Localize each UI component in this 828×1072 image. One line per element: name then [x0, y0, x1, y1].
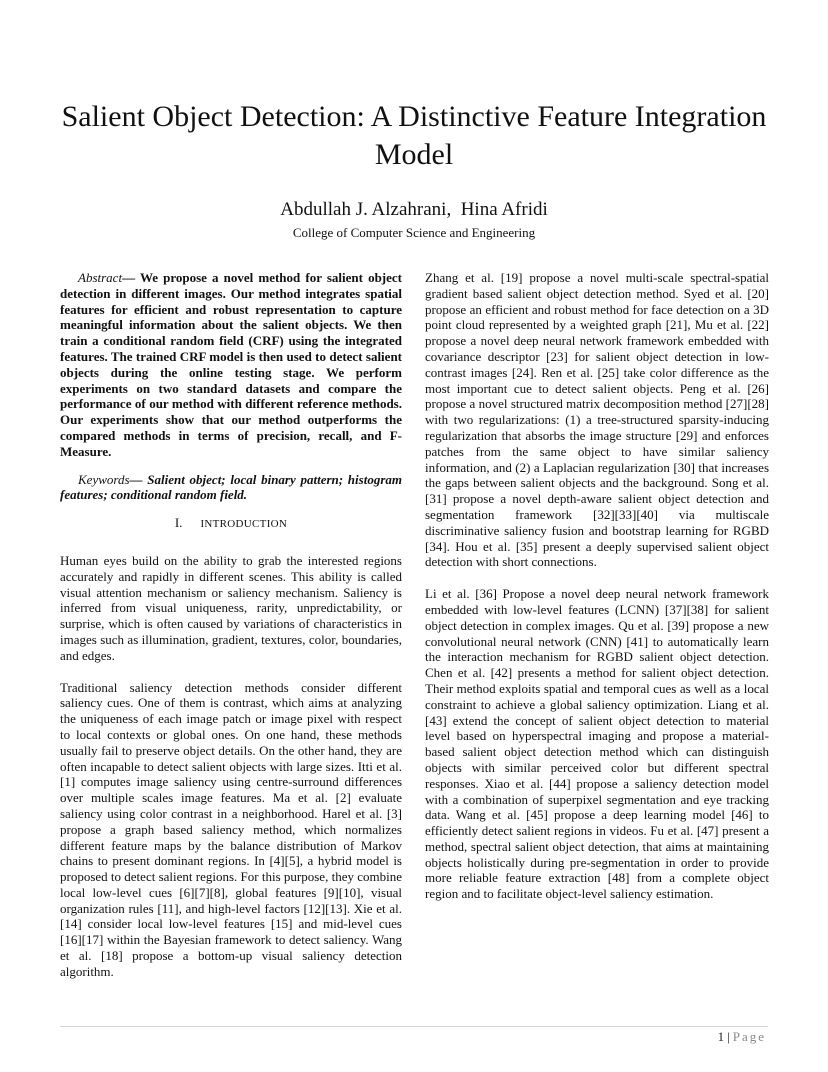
intro-paragraph-2: Traditional saliency detection methods consider different saliency cues. One of them is contrast, which aims at analyzing the uniqueness of each image patch or image pixel with respect to local contexts or global ones. On one hand, these methods usually fail to preserve object details. On the other hand, they are often incapable to detect salient objects with large sizes. Itti et al. [1] computes image saliency using centre-surround differences over multiple scales image features. Ma et al. [2] evaluate saliency using color contrast in a neighborhood. Harel et al. [3] propose a graph based saliency method, which normalizes different feature maps by the balance distribution of Markov chains to present dominant regions. In [4][5], a hybrid model is proposed to detect salient regions. For this purpose, they combine local low-level cues [6][7][8], global features [9][10], visual organization rules [11], and high-level factors [12][13]. Xie et al. [14] consider local low-level features [15] and mid-level cues [16][17] within the Bayesian framework to detect saliency. Wang et al. [18] propose a bottom-up visual saliency detection algorithm.	[60, 679, 402, 979]
section-number: I.	[174, 515, 183, 531]
keywords-dash: —	[129, 471, 143, 487]
section-heading	[60, 515, 402, 533]
affiliation: College of Computer Science and Engineering	[292, 225, 536, 240]
keywords-paragraph	[60, 472, 402, 504]
page-separator: |	[727, 1029, 730, 1044]
right-column	[425, 270, 769, 902]
footer-divider	[60, 1026, 768, 1027]
intro-paragraph-3: Zhang et al. [19] propose a novel multi-scale spectral-spatial gradient based salient object detection method. Syed et al. [20] propose an efficient and robust method for face detection on a 3D point cloud represented by a weighted graph [21], Mu et al. [22] propose a novel deep neural network framework embedded with covariance descriptor [23] for salient object detection in low-contrast images [24]. Ren et al. [25] take color difference as the most important cue to detect salient objects. Peng et al. [26] propose a novel structured matrix decomposition method [27][28] with two regularizations: (1) a tree-structured sparsity-inducing regularization that absorbs the image structure [29] and enforces patches from the same object to have similar saliency information, and (2) a Laplacian regularization [30] that increases the gaps between salient objects and the background. Song et al. [31] propose a novel depth-aware salient object detection and segmentation framework [32][33][40] via multiscale discriminative saliency fusion and bootstrap learning for RGBD [34]. Hou et al. [35] present a deeply supervised salient object detection with short connections.	[425, 270, 769, 570]
left-column	[60, 270, 402, 980]
author-names: Abdullah J. Alzahrani, Hina Afridi	[280, 199, 548, 220]
page-footer	[718, 1029, 766, 1045]
page-label: Page	[732, 1029, 766, 1044]
intro-paragraph-1: Human eyes build on the ability to grab the interested regions accurately and rapidly in different scenes. This ability is called visual attention mechanism or saliency mechanism. Saliency is inferred from visual uniqueness, rarity, unpredictability, or surprise, which is often caused by variations of characteristics in images such as illumination, gradient, textures, color, boundaries, and edges.	[60, 552, 402, 663]
section-title: INTRODUCTION	[200, 518, 288, 531]
page-number: 1	[717, 1029, 725, 1044]
abstract-text: We propose a novel method for salient object detection in different images. Our method integrates spatial features for efficient and robust representation to capture meaningful information about the salient objects. We then train a conditional random field (CRF) using the integrated features. The trained CRF model is then used to detect salient objects during the online testing stage. We perform experiments on two standard datasets and compare the performance of our method with different reference methods. Our experiments show that our method outperforms the compared methods in terms of precision, recall, and F-Measure.	[60, 270, 402, 459]
intro-paragraph-4: Li et al. [36] Propose a novel deep neural network framework embedded with low-level features (LCNN) [37][38] for salient object detection in complex images. Qu et al. [39] propose a new convolutional neural network (CNN) [41] to automatically learn the interaction mechanism for RGBD salient object detection. Chen et al. [42] presents a method for salient object detection. Their method exploits spatial and temporal cues as well as a local constraint to achieve a global saliency optimization. Liang et al. [43] extend the concept of salient object detection to material level based on hyperspectral imaging and propose a material-based salient object detection method which can distinguish objects with similar perceived color but different spectral responses. Xiao et al. [44] propose a saliency detection model with a combination of superpixel segmentation and eye tracking data. Wang et al. [45] propose a deep learning model [46] to efficiently detect salient regions in videos. Fu et al. [47] present a method, spectral salient object detection, that aims at maintaining objects holistically during pre-segmentation in order to provide more reliable feature extraction [48] from a complete object region and to facilitate object-level saliency estimation.	[425, 586, 769, 902]
keywords-text: Salient object; local binary pattern; histogram features; conditional random field.	[60, 471, 402, 503]
keywords-label: Keywords	[78, 471, 130, 487]
abstract-paragraph	[60, 270, 402, 460]
abstract-dash: —	[122, 270, 136, 285]
paper-title: Salient Object Detection: A Distinctive Feature Integration Model	[61, 100, 767, 171]
abstract-label: Abstract	[78, 270, 123, 285]
